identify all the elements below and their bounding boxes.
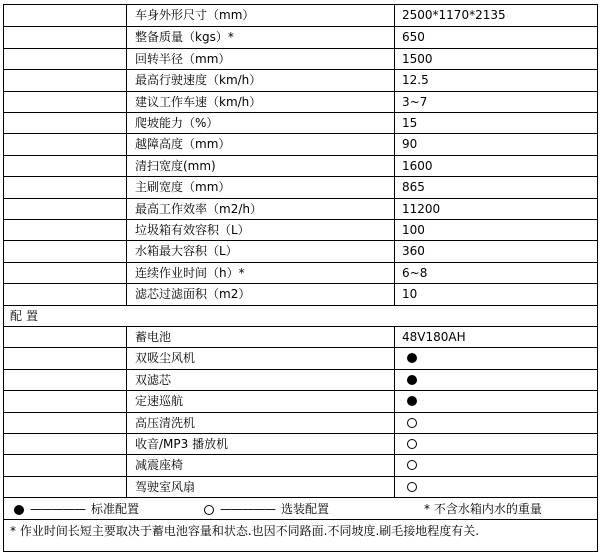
table-row [4,219,597,240]
table-row [4,133,597,154]
table-row [4,283,597,304]
optional-circle-icon [407,482,417,492]
table-row [4,476,597,497]
config-value [394,370,597,390]
spec-value: 90 [394,134,597,154]
spec-label: 爬坡能力（%） [126,113,394,133]
config-label: 双滤芯 [126,370,394,390]
table-row [4,369,597,390]
legend-standard-label: 标准配置 [91,502,140,517]
table-row [4,240,597,261]
table-row [4,390,597,411]
table-row [4,155,597,176]
table-row [4,454,597,475]
standard-dot-icon [407,375,417,385]
footnote: * 作业时间长短主要取决于蓄电池容量和状态.也因不同路面.不同坡度.刷毛接地程度有关. [4,519,597,543]
spec-value: 360 [394,241,597,261]
spec-value: 1500 [394,49,597,69]
optional-circle-icon [407,439,417,449]
table-row [4,69,597,90]
config-label: 定速巡航 [126,391,394,411]
table-row [4,198,597,219]
section-heading: 配置 [10,308,43,323]
legend-row [4,497,597,520]
optional-circle-icon [407,460,417,470]
table-row [4,112,597,133]
spec-value: 10 [394,284,597,304]
config-value [394,455,597,475]
optional-circle-icon [204,505,214,515]
legend-optional [204,498,329,520]
spec-value: 1600 [394,156,597,176]
spec-label: 垃圾箱有效容积（L） [126,220,394,240]
config-value [394,348,597,368]
spec-label: 水箱最大容积（L） [126,241,394,261]
legend-dash: ————— [220,502,275,517]
table-row [4,176,597,197]
legend-dash: ————— [30,502,85,517]
table-row [4,262,597,283]
config-label: 蓄电池 [126,327,394,347]
spec-table [3,4,598,552]
spec-label: 清扫宽度(mm) [126,156,394,176]
table-row [4,433,597,454]
standard-dot-icon [407,396,417,406]
spec-label: 回转半径（mm） [126,49,394,69]
config-value [394,477,597,497]
table-row [4,305,597,326]
table-row [4,326,597,347]
config-label: 减震座椅 [126,455,394,475]
spec-value: 3~7 [394,92,597,112]
config-label: 高压清洗机 [126,413,394,433]
config-label: 驾驶室风扇 [126,477,394,497]
spec-label: 整备质量（kgs）* [126,27,394,47]
legend-star-note: * 不含水箱内水的重量 [424,502,542,517]
config-value [394,413,597,433]
spec-label: 最高工作效率（m2/h） [126,199,394,219]
table-row [4,347,597,368]
optional-circle-icon [407,418,417,428]
standard-dot-icon [14,505,24,515]
spec-label: 建议工作车速（km/h） [126,92,394,112]
spec-label: 越障高度（mm） [126,134,394,154]
spec-value: 6~8 [394,263,597,283]
spec-label: 滤芯过滤面积（m2） [126,284,394,304]
config-label: 双吸尘风机 [126,348,394,368]
config-value [394,434,597,454]
spec-label: 最高行驶速度（km/h） [126,70,394,90]
spec-value: 2500*1170*2135 [394,5,597,26]
table-row [4,48,597,69]
legend-optional-label: 选装配置 [281,502,330,517]
spec-value: 100 [394,220,597,240]
table-row [4,26,597,47]
spec-value: 650 [394,27,597,47]
spec-label: 连续作业时间（h）* [126,263,394,283]
legend-standard [14,498,139,520]
table-row [4,5,597,26]
config-label: 收音/MP3 播放机 [126,434,394,454]
spec-value: 865 [394,177,597,197]
config-value [394,391,597,411]
spec-value: 12.5 [394,70,597,90]
spec-value: 11200 [394,199,597,219]
table-row [4,91,597,112]
config-value: 48V180AH [394,327,597,347]
spec-value: 15 [394,113,597,133]
table-row [4,412,597,433]
spec-label: 主刷宽度（mm） [126,177,394,197]
spec-label: 车身外形尺寸（mm） [126,5,394,26]
standard-dot-icon [407,353,417,363]
